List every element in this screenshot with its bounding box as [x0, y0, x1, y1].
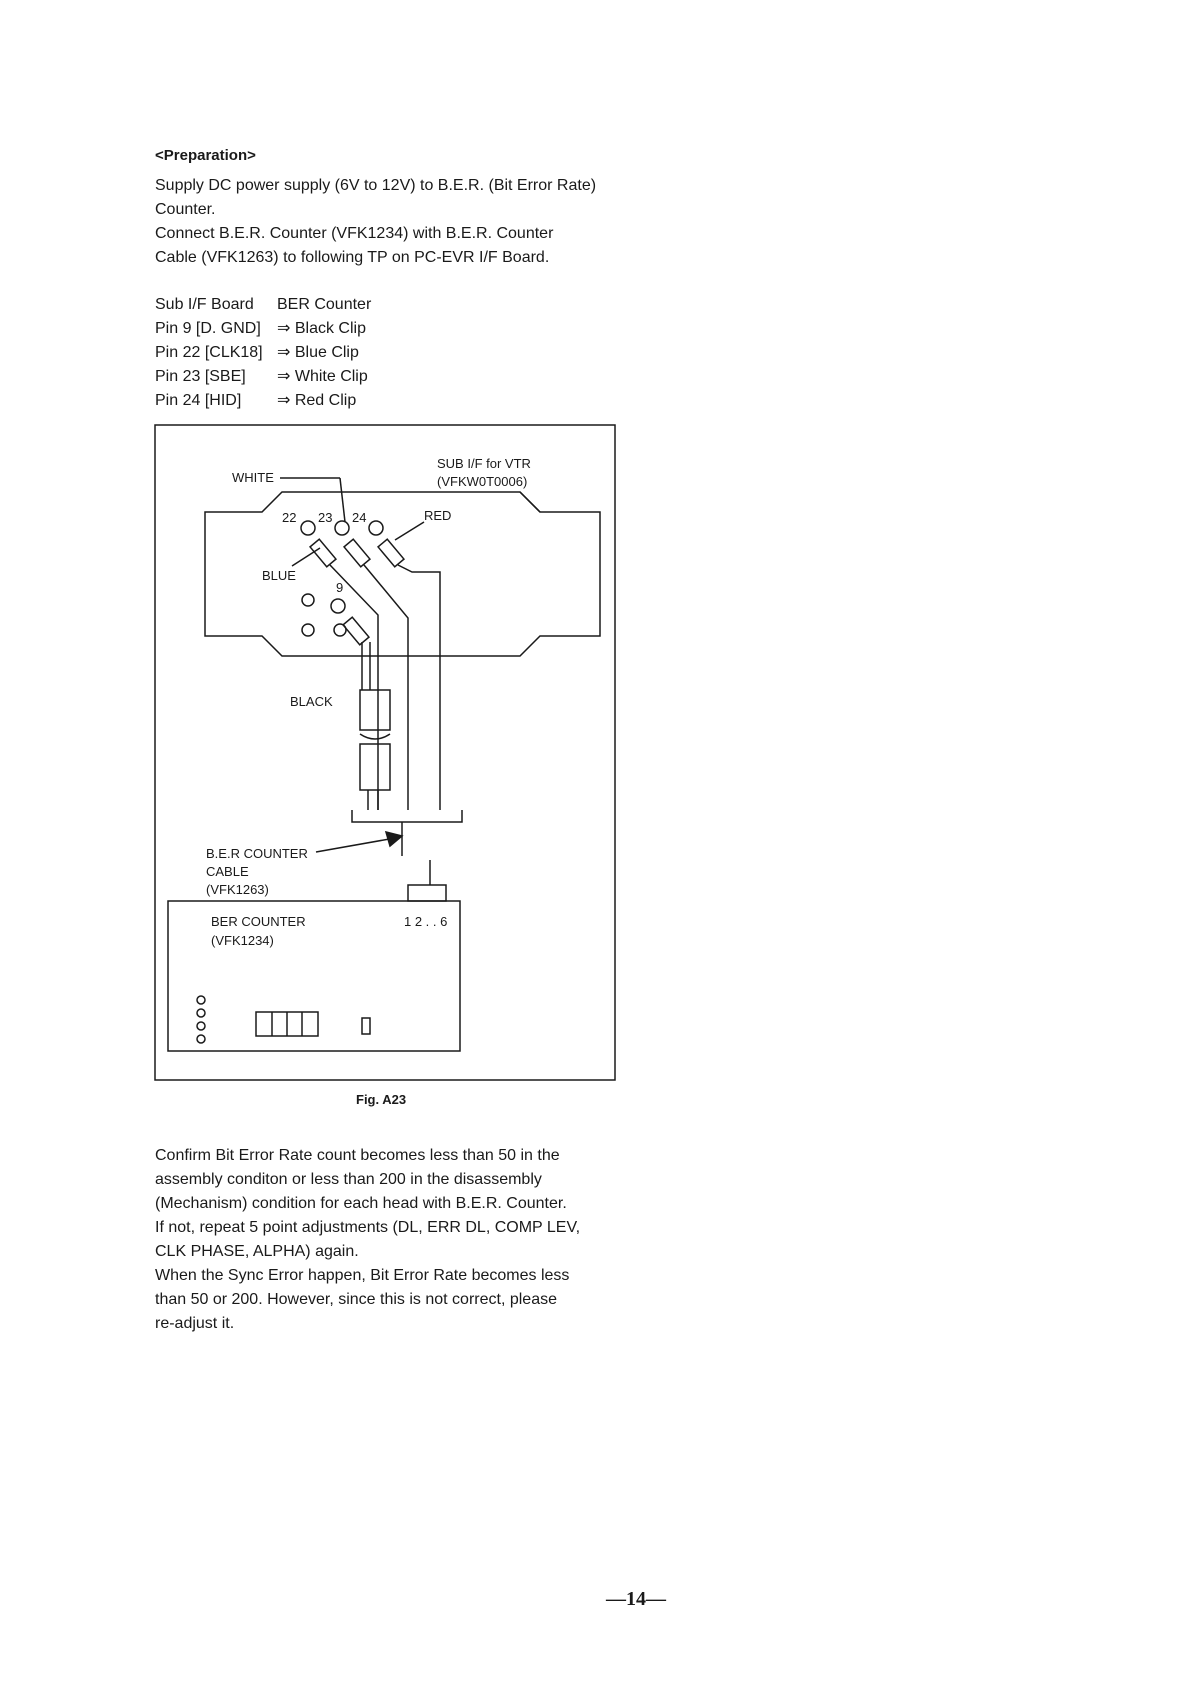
test-point	[302, 594, 314, 606]
counter-part-number: (VFK1234)	[211, 933, 274, 948]
pin-table-header-board: Sub I/F Board	[155, 296, 254, 313]
preparation-line: Supply DC power supply (6V to 12V) to B.E.R. (Bit Error Rate)	[155, 177, 597, 194]
counter-led	[197, 1035, 205, 1043]
cable-part-number: (VFK1263)	[206, 882, 269, 897]
counter-led	[197, 1022, 205, 1030]
pin-label: Pin 24 [HID]	[155, 392, 242, 409]
preparation-line: Connect B.E.R. Counter (VFK1234) with B.E.R. Counter	[155, 225, 554, 242]
pin-22-label: 22	[282, 510, 297, 525]
cable-connector	[360, 690, 390, 730]
pin-table-row	[155, 391, 356, 411]
confirm-line: re-adjust it.	[155, 1315, 235, 1332]
cable-label: CABLE	[206, 864, 249, 879]
confirm-line: Confirm Bit Error Rate count becomes less than 50 in the	[155, 1147, 560, 1164]
test-point-24	[369, 521, 383, 535]
red-wire	[398, 565, 440, 810]
pin-23-label: 23	[318, 510, 333, 525]
red-leader-line	[395, 522, 424, 540]
white-clip	[344, 539, 370, 567]
test-point-22	[301, 521, 315, 535]
preparation-line: Cable (VFK1263) to following TP on PC-EVR I/F Board.	[155, 249, 550, 266]
counter-connector	[408, 885, 446, 901]
board-part-number: (VFKW0T0006)	[437, 474, 528, 489]
counter-led	[197, 996, 205, 1004]
board-label: SUB I/F for VTR	[437, 456, 531, 471]
blue-leader-line	[292, 548, 320, 566]
confirm-line: assembly conditon or less than 200 in the disassembly	[155, 1171, 542, 1188]
pin-table-header-counter: BER Counter	[277, 296, 372, 313]
clip-label: ⇒ Red Clip	[277, 392, 357, 409]
cable-leader-line	[316, 838, 395, 852]
figure-frame	[155, 425, 615, 1080]
confirm-line: than 50 or 200. However, since this is not correct, please	[155, 1291, 557, 1308]
counter-led	[197, 1009, 205, 1017]
cable-connector	[360, 744, 390, 790]
preparation-line: Counter.	[155, 201, 216, 218]
test-point	[334, 624, 346, 636]
blue-clip	[310, 539, 336, 567]
counter-label: BER COUNTER	[211, 914, 306, 929]
white-label: WHITE	[232, 470, 274, 485]
pin-24-label: 24	[352, 510, 367, 525]
pin-table-header	[155, 295, 371, 315]
pin-label: Pin 9 [D. GND]	[155, 320, 261, 337]
white-wire	[364, 565, 408, 810]
test-point	[302, 624, 314, 636]
counter-display	[256, 1012, 318, 1036]
pin-label: Pin 22 [CLK18]	[155, 344, 263, 361]
clip-label: ⇒ Blue Clip	[277, 344, 359, 361]
board-leader-line	[520, 492, 540, 512]
confirm-line: When the Sync Error happen, Bit Error Rate becomes less	[155, 1267, 570, 1284]
page-number: —14—	[606, 1588, 666, 1610]
red-label: RED	[424, 508, 452, 523]
ber-counter-box	[168, 901, 460, 1051]
figure-caption: Fig. A23	[356, 1092, 407, 1107]
red-clip	[378, 539, 404, 567]
sub-if-board	[205, 492, 600, 656]
clip-label: ⇒ Black Clip	[277, 320, 366, 337]
pin-table-row	[155, 343, 359, 363]
confirm-line: If not, repeat 5 point adjustments (DL, ERR DL, COMP LEV,	[155, 1219, 581, 1236]
clip-label: ⇒ White Clip	[277, 368, 368, 385]
pin-label: Pin 23 [SBE]	[155, 368, 246, 385]
cable-bundle	[352, 810, 462, 822]
black-clip	[343, 617, 369, 645]
connector-pins-label: 1 2 . . 6	[404, 914, 448, 929]
black-label: BLACK	[290, 694, 333, 709]
counter-switch	[362, 1018, 370, 1034]
confirm-line: (Mechanism) condition for each head with B.E.R. Counter.	[155, 1195, 567, 1212]
confirm-line: CLK PHASE, ALPHA) again.	[155, 1243, 359, 1260]
blue-wire	[330, 565, 378, 810]
cable-label: B.E.R COUNTER	[206, 846, 308, 861]
blue-label: BLUE	[262, 568, 296, 583]
pin-9-label: 9	[336, 580, 344, 595]
test-point-9	[331, 599, 345, 613]
preparation-heading: <Preparation>	[155, 147, 256, 164]
test-point-23	[335, 521, 349, 535]
pin-table-row	[155, 319, 366, 339]
pin-table-row	[155, 367, 368, 387]
